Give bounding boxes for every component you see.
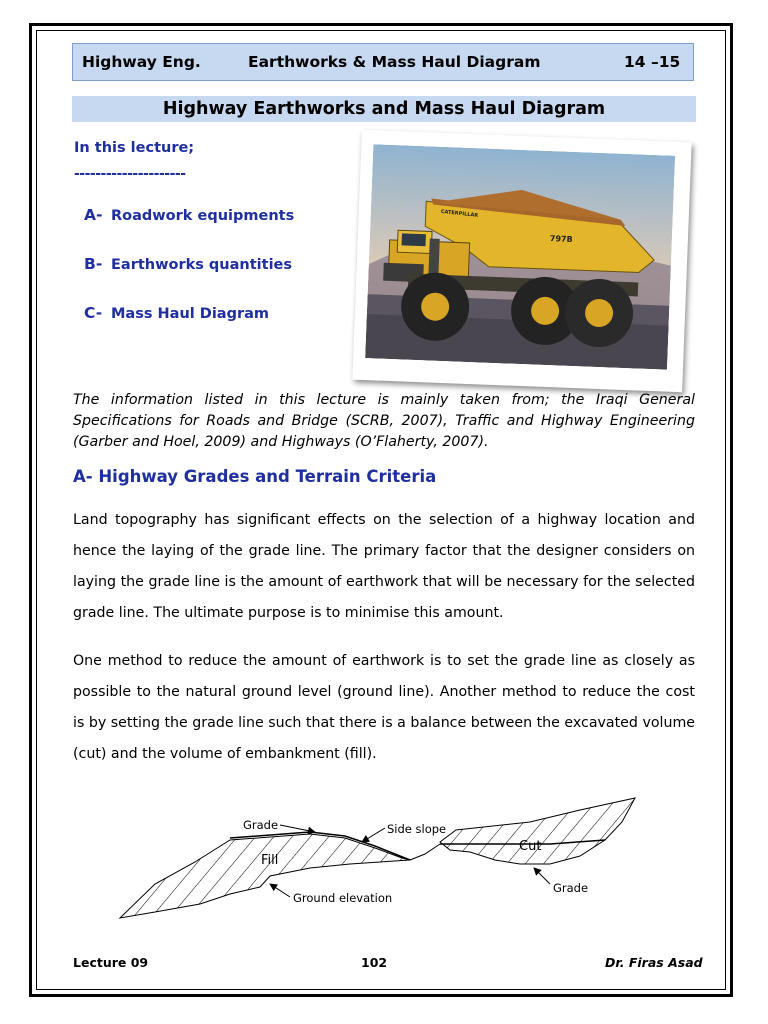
outline-item-a xyxy=(84,206,294,224)
outline-letter: B- xyxy=(84,255,103,273)
haul-truck-photo-frame xyxy=(352,130,691,392)
header-topic: Earthworks & Mass Haul Diagram xyxy=(248,53,541,71)
label-fill: Fill xyxy=(261,853,279,868)
outline-dashes: --------------------- xyxy=(74,166,186,182)
footer-lecture: Lecture 09 xyxy=(73,955,149,970)
haul-truck-illustration xyxy=(365,144,675,369)
cut-fill-diagram xyxy=(110,792,650,922)
outline-item-b xyxy=(84,255,292,273)
truck-model-text: 797B xyxy=(549,234,573,244)
outline-letter: A- xyxy=(84,206,103,224)
haul-truck-photo xyxy=(365,144,675,369)
truck-brand-text: CATERPILLAR xyxy=(440,208,479,219)
section-a-heading: A- Highway Grades and Terrain Criteria xyxy=(73,467,437,486)
outline-text: Earthworks quantities xyxy=(111,257,293,273)
page-title: Highway Earthworks and Mass Haul Diagram xyxy=(72,96,696,122)
header-year: 14 –15 xyxy=(624,53,681,71)
label-ground-elevation: Ground elevation xyxy=(293,891,393,905)
outline-text: Mass Haul Diagram xyxy=(111,306,269,322)
label-cut: Cut xyxy=(519,839,542,854)
outline-item-c xyxy=(84,304,269,322)
label-grade-right: Grade xyxy=(553,881,589,895)
intro-paragraph: The information listed in this lecture is mainly taken from; the Iraqi General Specifications for Roads and Bridge (SCRB, 2007), Traffic and Highway Engineering (Garber and Hoel, 2009) and Highways (O’Flaherty, 2007). xyxy=(73,392,695,450)
cut-fill-diagram-svg xyxy=(110,792,650,922)
running-header xyxy=(72,43,694,81)
label-grade-left: Grade xyxy=(243,818,279,832)
header-course: Highway Eng. xyxy=(82,53,201,71)
outline-letter: C- xyxy=(84,304,103,322)
outline-text: Roadwork equipments xyxy=(111,208,295,224)
label-side-slope: Side slope xyxy=(387,822,447,836)
section-a-paragraph-2: One method to reduce the amount of earthwork is to set the grade line as closely as possible to the natural ground level (ground line). Another method to reduce the cost is by setting the grade line such that there is a balance between the excavated volume (cut) and the volume of embankment (fill). xyxy=(73,653,695,762)
footer-author: Dr. Firas Asad xyxy=(605,955,703,970)
section-a-paragraph-1: Land topography has significant effects on the selection of a highway location and hence the laying of the grade line. The primary factor that the designer considers on laying the grade line is the amount of earthwork that will be necessary for the selected grade line. The ultimate purpose is to minimise this amount. xyxy=(73,512,695,621)
footer-page-number: 102 xyxy=(361,955,388,970)
outline-heading: In this lecture; xyxy=(74,140,195,156)
